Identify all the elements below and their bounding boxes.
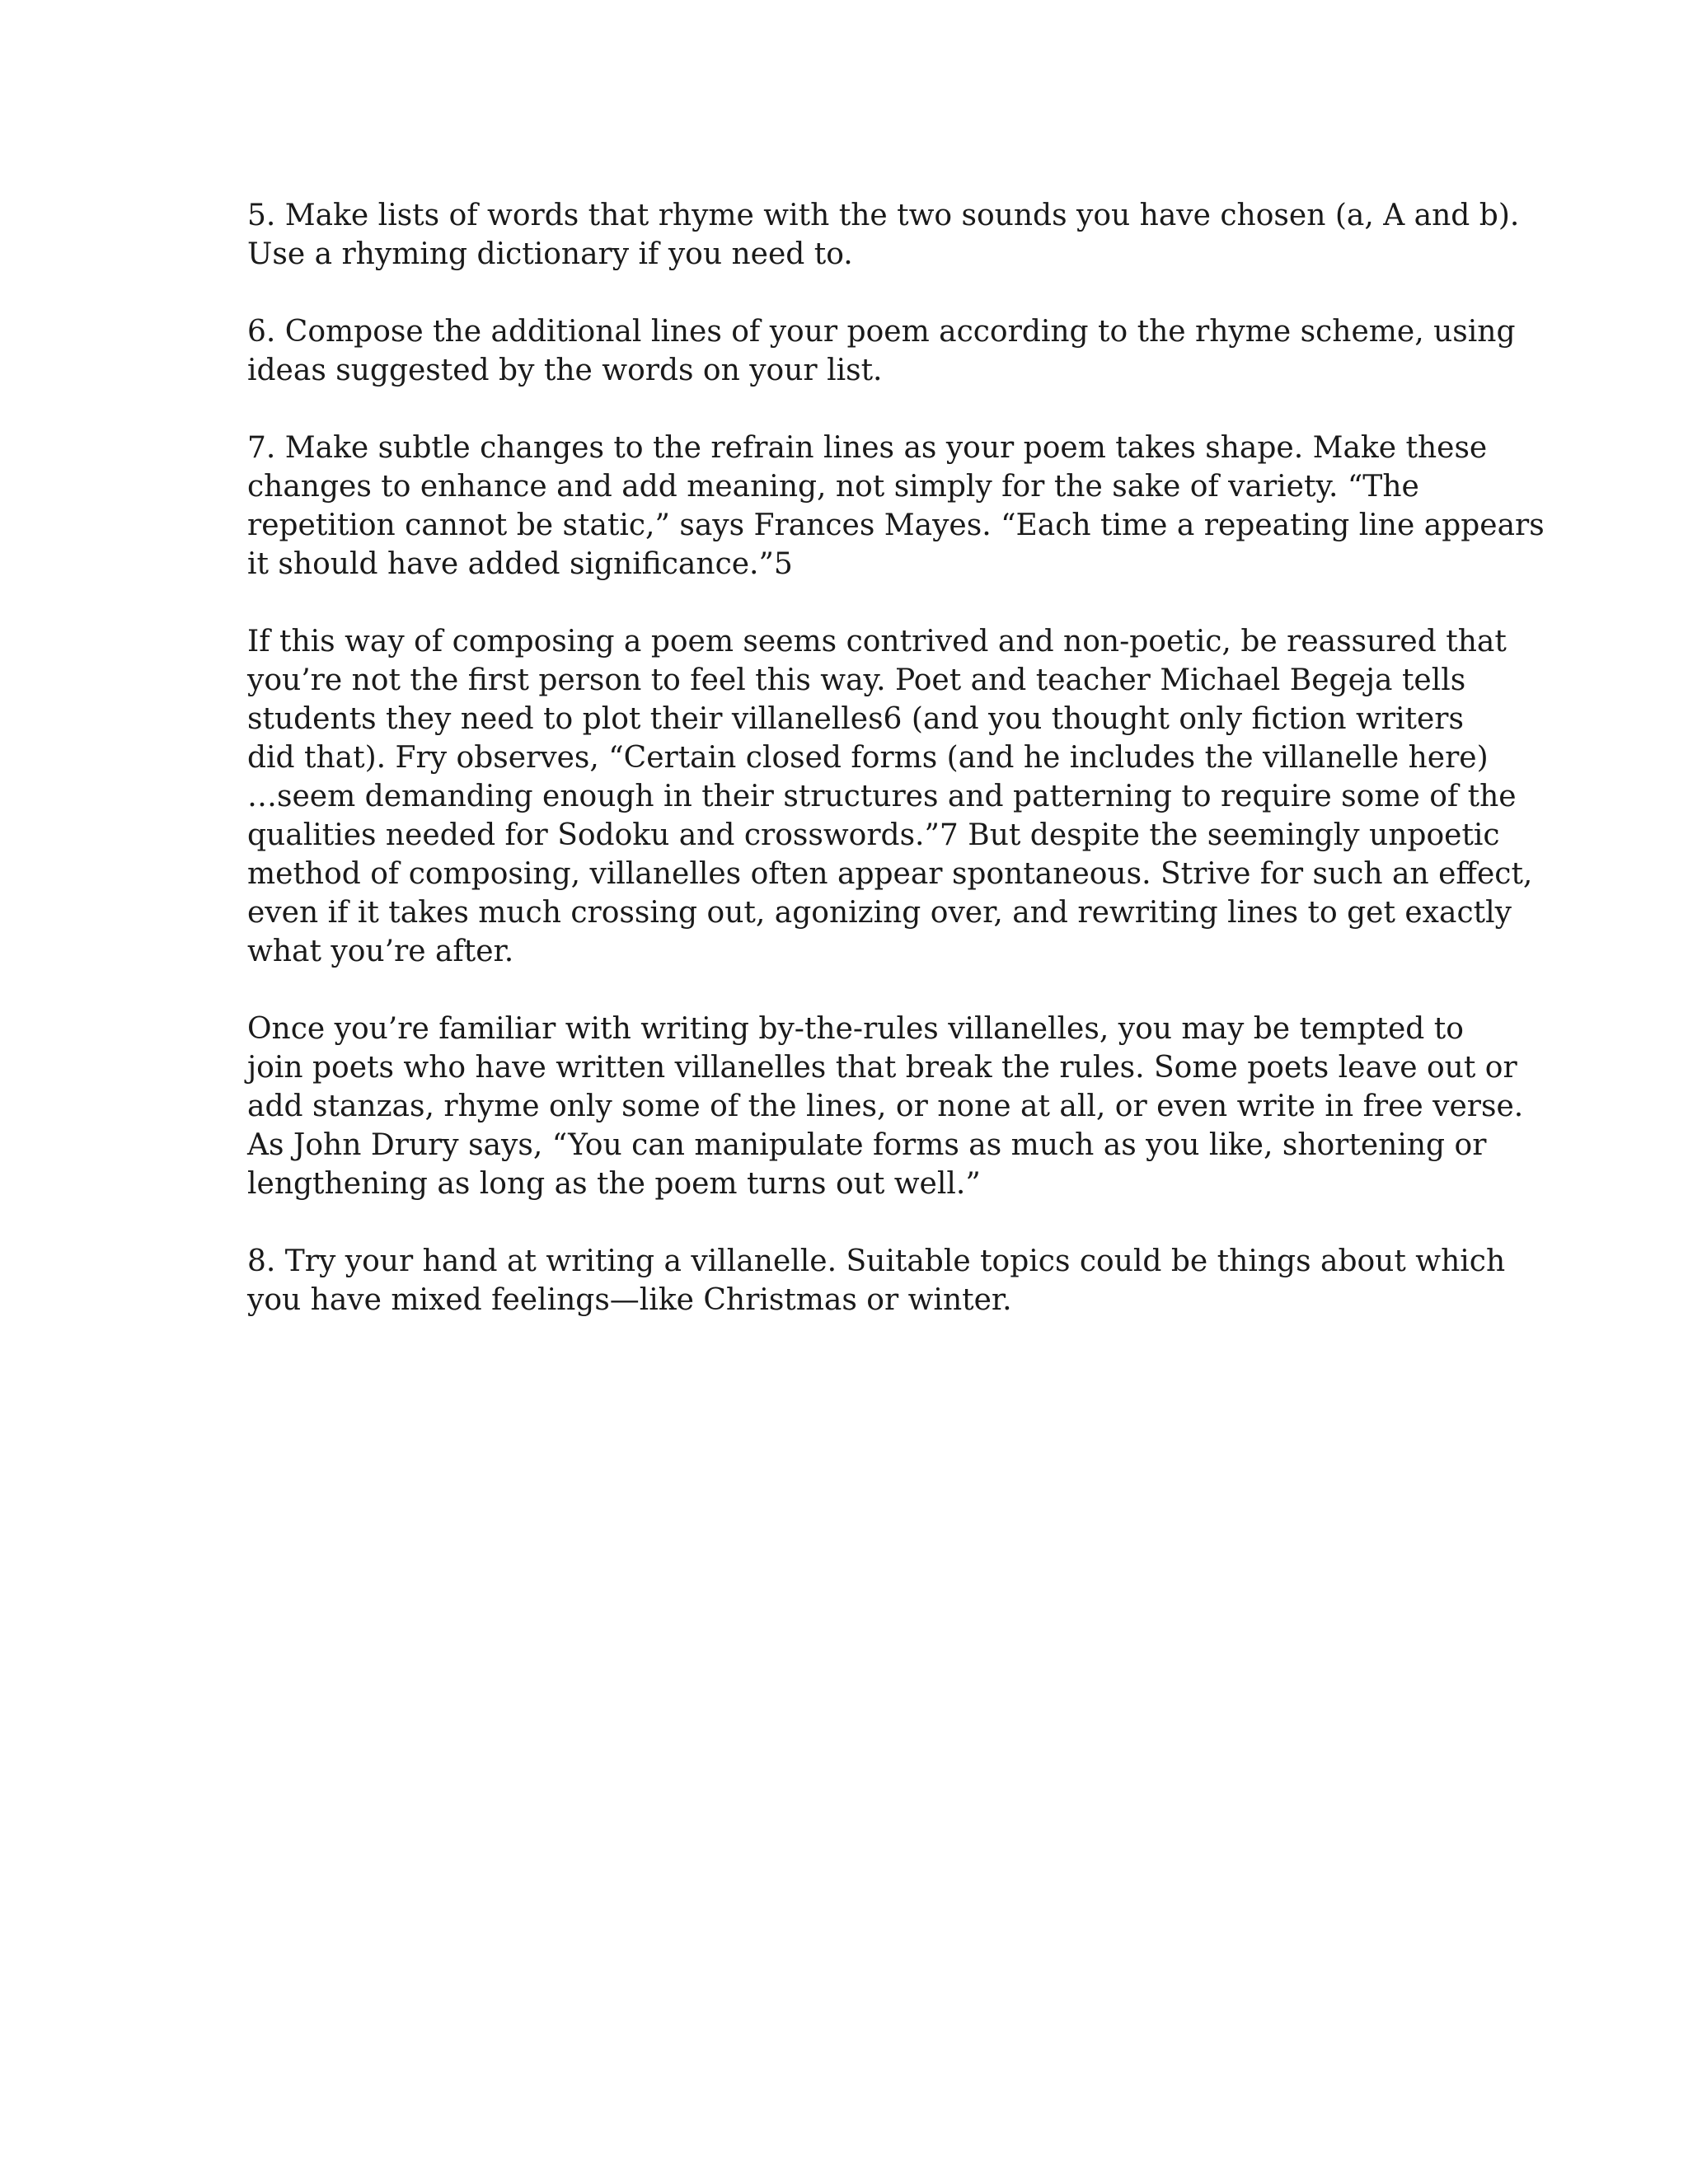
text-line: Once you’re familiar with writing by-the-rules villanelles, you may be tempted to	[247, 1012, 1464, 1046]
text-line: ideas suggested by the words on your list.	[247, 354, 883, 387]
text-line: did that). Fry observes, “Certain closed forms (and he includes the villanelle here)	[247, 741, 1489, 775]
text-line: you’re not the first person to feel this way. Poet and teacher Michael Begeja tells	[247, 663, 1466, 697]
text-line: 7. Make subtle changes to the refrain lines as your poem takes shape. Make these	[247, 431, 1488, 465]
text-line: …seem demanding enough in their structures and patterning to require some of the	[247, 780, 1517, 813]
text-line: students they need to plot their villanelles6 (and you thought only fiction writers	[247, 702, 1464, 736]
text-line: join poets who have written villanelles that break the rules. Some poets leave out or	[247, 1051, 1517, 1085]
paragraph-step-6	[247, 312, 1516, 390]
paragraph-breaking-rules	[247, 1010, 1524, 1203]
text-line: you have mixed feelings—like Christmas or winter.	[247, 1283, 1012, 1317]
text-line: it should have added significance.”5	[247, 547, 793, 581]
text-line: 6. Compose the additional lines of your poem according to the rhyme scheme, using	[247, 315, 1516, 349]
text-line: qualities needed for Sodoku and crosswords.”7 But despite the seemingly unpoetic	[247, 818, 1500, 852]
paragraph-step-8	[247, 1242, 1506, 1319]
text-line: If this way of composing a poem seems contrived and non-poetic, be reassured that	[247, 625, 1507, 658]
paragraph-contrived-note	[247, 622, 1533, 971]
text-line: 5. Make lists of words that rhyme with the two sounds you have chosen (a, A and b).	[247, 199, 1520, 232]
text-line: changes to enhance and add meaning, not simply for the sake of variety. “The	[247, 470, 1419, 504]
text-line: lengthening as long as the poem turns out well.”	[247, 1167, 981, 1201]
text-line: what you’re after.	[247, 935, 514, 968]
paragraph-step-5	[247, 196, 1520, 274]
text-line: repetition cannot be static,” says Frances Mayes. “Each time a repeating line appears	[247, 509, 1545, 542]
text-line: Use a rhyming dictionary if you need to.	[247, 237, 853, 271]
text-line: method of composing, villanelles often appear spontaneous. Strive for such an effect,	[247, 857, 1533, 891]
text-line: add stanzas, rhyme only some of the lines, or none at all, or even write in free verse.	[247, 1090, 1524, 1123]
text-line: As John Drury says, “You can manipulate forms as much as you like, shortening or	[247, 1128, 1487, 1162]
text-line: even if it takes much crossing out, agonizing over, and rewriting lines to get exactly	[247, 896, 1512, 930]
paragraph-step-7	[247, 429, 1545, 583]
document-body	[247, 196, 1545, 1358]
text-line: 8. Try your hand at writing a villanelle. Suitable topics could be things about which	[247, 1244, 1506, 1278]
